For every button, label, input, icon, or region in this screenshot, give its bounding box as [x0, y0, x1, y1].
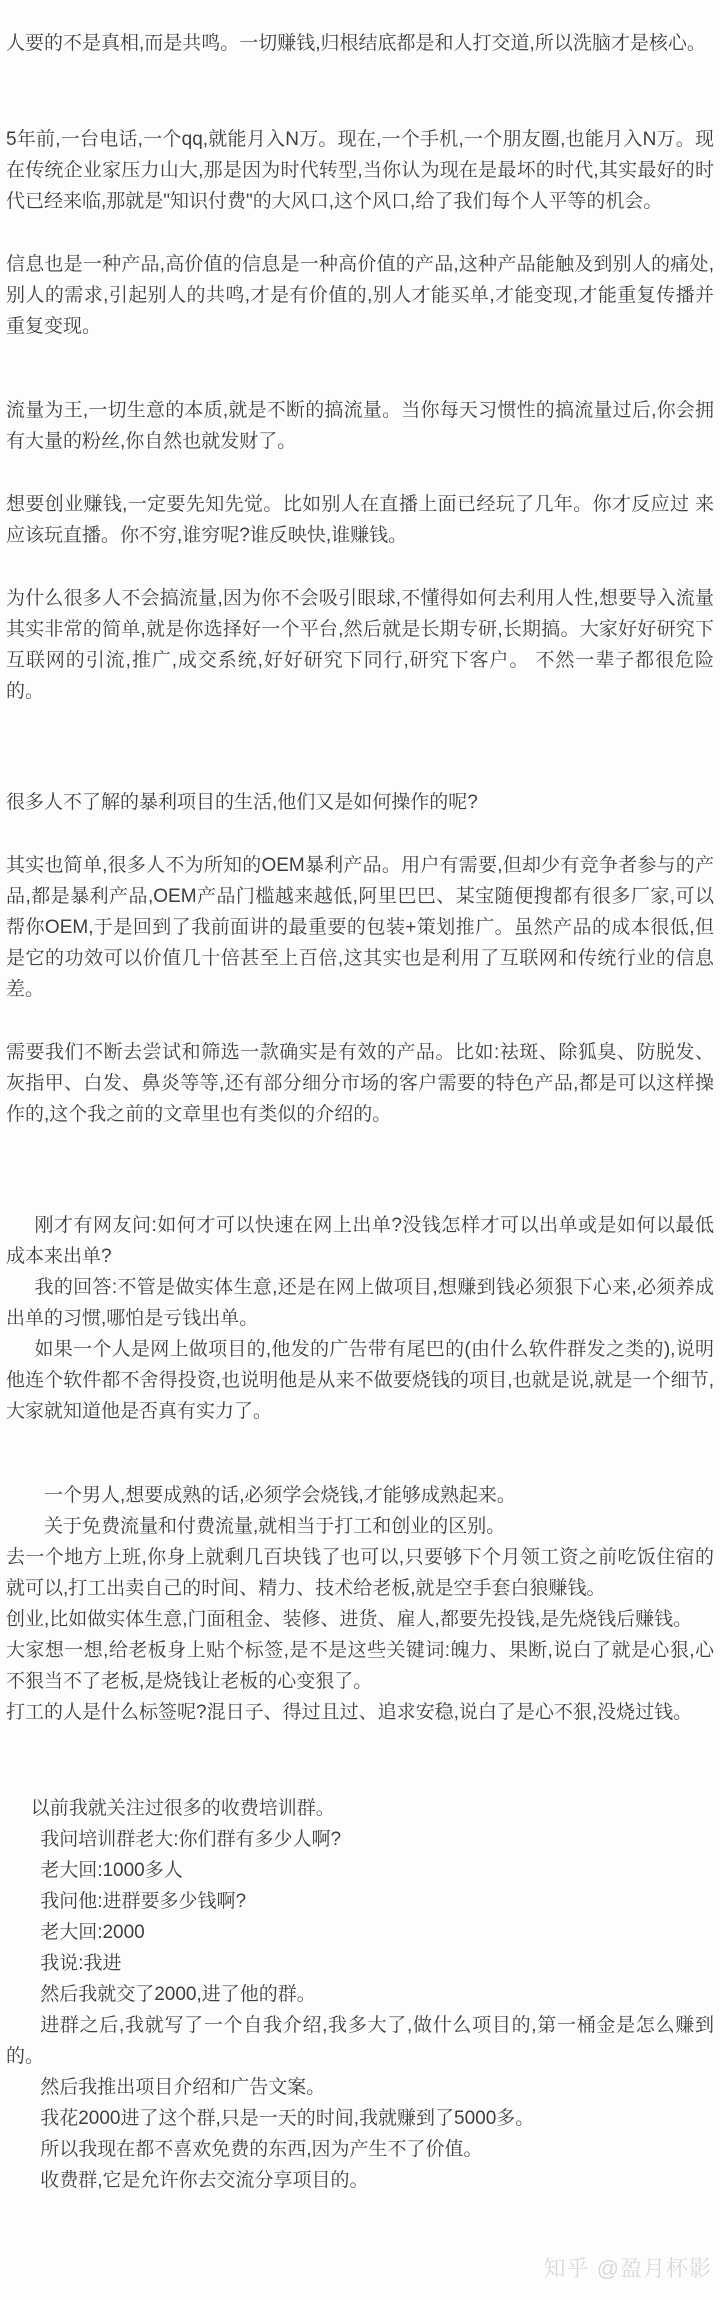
paragraph: 大家想一想,给老板身上贴个标签,是不是这些关键词:魄力、果断,说白了就是心狠,心不狠当不了老板,是烧钱让老板的心变狠了。	[6, 1640, 714, 1692]
paragraph: 信息也是一种产品,高价值的信息是一种高价值的产品,这种产品能触及到别人的痛处,别人的需求,引起别人的共鸣,才是有价值的,别人才能买单,才能变现,才能重复传播并重复变现。	[6, 254, 714, 337]
paragraph: 如果一个人是网上做项目的,他发的广告带有尾巴的(由什么软件群发之类的),说明他连个软件都不舍得投资,也说明他是从来不做要烧钱的项目,也就是说,就是一个细节,大家就知道他是否真有实力了。	[6, 1339, 714, 1422]
paragraph: 我花2000进了这个群,只是一天的时间,我就赚到了5000多。	[40, 2108, 535, 2129]
paragraph: 老大回:1000多人	[40, 1860, 183, 1881]
paragraph: 我问他:进群要多少钱啊?	[40, 1891, 247, 1912]
zhihu-watermark: 知乎 @盈月杯影	[543, 2256, 712, 2281]
paragraph: 所以我现在都不喜欢免费的东西,因为产生不了价值。	[40, 2139, 483, 2160]
paragraph: 我的回答:不管是做实体生意,还是在网上做项目,想赚到钱必须狠下心来,必须养成出单的习惯,哪怕是亏钱出单。	[6, 1277, 714, 1329]
paragraph: 想要创业赚钱,一定要先知先觉。比如别人在直播上面已经玩了几年。你才反应过 来应该玩直播。你不穷,谁穷呢?谁反映快,谁赚钱。	[6, 494, 714, 546]
paragraph: 我说:我进	[40, 1953, 122, 1974]
paragraph: 以前我就关注过很多的收费培训群。	[30, 1798, 335, 1819]
paragraph: 打工的人是什么标签呢?混日子、得过且过、追求安稳,说白了是心不狠,没烧过钱。	[6, 1702, 693, 1723]
paragraph: 去一个地方上班,你身上就剩几百块钱了也可以,只要够下个月领工资之前吃饭住宿的就可以,打工出卖自己的时间、精力、技术给老板,就是空手套白狼赚钱。	[6, 1547, 714, 1599]
paragraph: 一个男人,想要成熟的话,必须学会烧钱,才能够成熟起来。	[44, 1485, 516, 1506]
paragraph: 然后我推出项目介绍和广告文案。	[40, 2077, 326, 2098]
paragraph: 老大回:2000	[40, 1922, 145, 1943]
paragraph: 人要的不是真相,而是共鸣。一切赚钱,归根结底都是和人打交道,所以洗脑才是核心。	[6, 33, 706, 54]
paragraph: 为什么很多人不会搞流量,因为你不会吸引眼球,不懂得如何去利用人性,想要导入流量其实非常的简单,就是你选择好一个平台,然后就是长期专研,长期搞。大家好好研究下互联网的引流,推广,成交系统,好好研究下同行,研究下客户。 不然一辈子都很危险的。	[6, 588, 714, 702]
paragraph: 然后我就交了2000,进了他的群。	[40, 1984, 316, 2005]
paragraph: 进群之后,我就写了一个自我介绍,我多大了,做什么项目的,第一桶金是怎么赚到的。	[6, 2015, 714, 2067]
paragraph: 我问培训群老大:你们群有多少人啊?	[40, 1829, 342, 1850]
paragraph: 其实也简单,很多人不为所知的OEM暴利产品。用户有需要,但却少有竞争者参与的产品,都是暴利产品,OEM产品门槛越来越低,阿里巴巴、某宝随便搜都有很多厂家,可以帮你OEM,于是回到了我前面讲的最重要的包装+策划推广。虽然产品的成本很低,但是它的功效可以价值几十倍甚至上百倍,这其实也是利用了互联网和传统行业的信息差。	[6, 855, 714, 1000]
paragraph: 需要我们不断去尝试和筛选一款确实是有效的产品。比如:祛斑、除狐臭、防脱发、灰指甲、白发、鼻炎等等,还有部分细分市场的客户需要的特色产品,都是可以这样操作的,这个我之前的文章里也有类似的介绍的。	[6, 1042, 714, 1125]
paragraph: 5年前,一台电话,一个qq,就能月入N万。现在,一个手机,一个朋友圈,也能月入N万。现在传统企业家压力山大,那是因为时代转型,当你认为现在是最坏的时代,其实最好的时代已经来临,那就是"知识付费"的大风口,这个风口,给了我们每个人平等的机会。	[6, 129, 714, 212]
paragraph: 关于免费流量和付费流量,就相当于打工和创业的区别。	[44, 1516, 506, 1537]
paragraph: 刚才有网友问:如何才可以快速在网上出单?没钱怎样才可以出单或是如何以最低成本来出单?	[6, 1215, 714, 1267]
paragraph: 创业,比如做实体生意,门面租金、装修、进货、雇人,都要先投钱,是先烧钱后赚钱。	[6, 1609, 693, 1630]
paragraph: 流量为王,一切生意的本质,就是不断的搞流量。当你每天习惯性的搞流量过后,你会拥有大量的粉丝,你自然也就发财了。	[6, 400, 714, 452]
paragraph: 收费群,它是允许你去交流分享项目的。	[40, 2170, 369, 2191]
paragraph: 很多人不了解的暴利项目的生活,他们又是如何操作的呢?	[6, 792, 478, 813]
